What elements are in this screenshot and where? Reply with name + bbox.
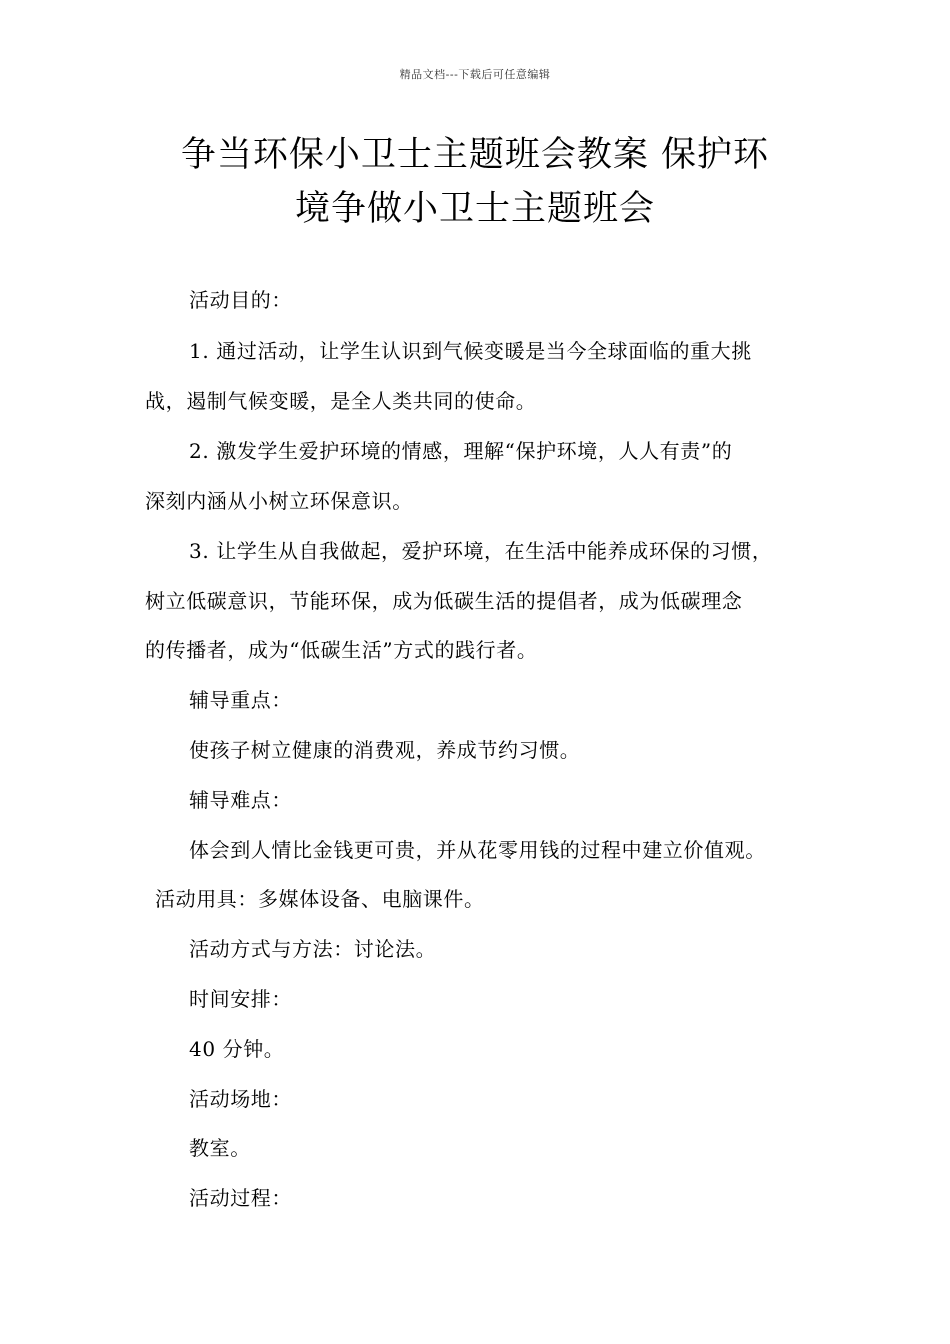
item-3-line-1: 3. 让学生从自我做起，爱护环境，在生活中能养成环保的习惯，	[189, 539, 773, 563]
venue-value: 教室。	[189, 1136, 251, 1160]
title-line-1: 争当环保小卫士主题班会教案 保护环	[180, 135, 770, 175]
focus-text: 使孩子树立健康的消费观，养成节约习惯。	[189, 738, 581, 762]
item-2-line-2: 深刻内涵从小树立环保意识。	[145, 489, 413, 513]
time-value: 40 分钟。	[189, 1037, 285, 1061]
difficulty-heading: 辅导难点：	[189, 788, 292, 812]
document-title	[130, 128, 820, 236]
item-1-line-2: 战，遏制气候变暖，是全人类共同的使命。	[145, 389, 537, 413]
item-3-line-3: 的传播者，成为“低碳生活”方式的践行者。	[145, 638, 538, 662]
method-text: 活动方式与方法：讨论法。	[189, 937, 437, 961]
difficulty-text: 体会到人情比金钱更可贵，并从花零用钱的过程中建立价值观。	[189, 838, 766, 862]
item-1-line-1: 1. 通过活动，让学生认识到气候变暖是当今全球面临的重大挑	[189, 339, 752, 363]
purpose-heading: 活动目的：	[189, 288, 292, 312]
time-heading: 时间安排：	[189, 987, 292, 1011]
item-3-line-2: 树立低碳意识，节能环保，成为低碳生活的提倡者，成为低碳理念	[145, 589, 743, 613]
tools-text: 活动用具：多媒体设备、电脑课件。	[155, 887, 485, 911]
venue-heading: 活动场地：	[189, 1087, 292, 1111]
item-2-line-1: 2. 激发学生爱护环境的情感，理解“保护环境，人人有责”的	[189, 439, 733, 463]
focus-heading: 辅导重点：	[189, 688, 292, 712]
process-heading: 活动过程：	[189, 1186, 292, 1210]
title-line-2: 境争做小卫士主题班会	[294, 189, 655, 229]
header-note: 精品文档---下载后可任意编辑	[399, 68, 551, 81]
